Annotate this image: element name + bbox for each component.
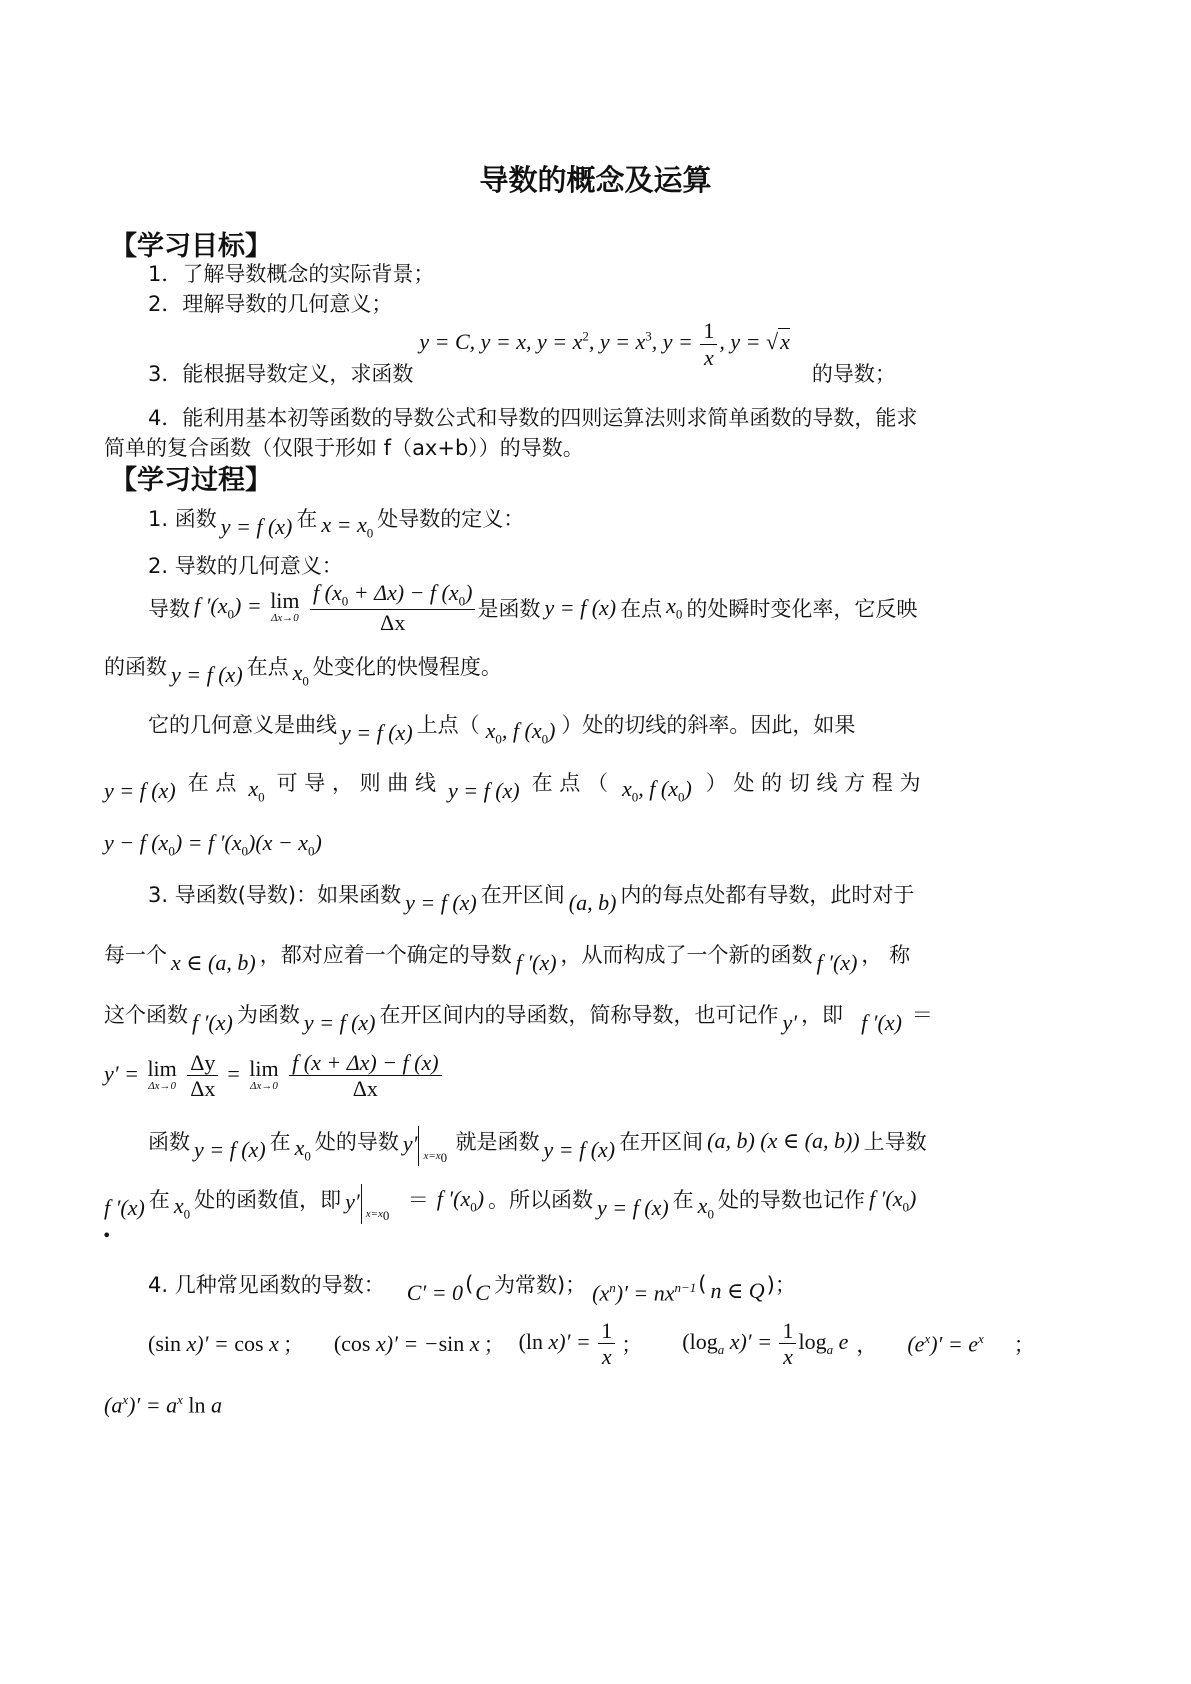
process-item-4: 4. 几种常见函数的导数： C′ = 0 ( C 为常数)； $(x^n)' = nx^{n-1}$ ( n ∈ Q )； xyxy=(148,1272,796,1306)
rate-of-change-line: 的函数 y = f (x) 在点 $x_0$ 处变化的快慢程度。 xyxy=(104,654,502,689)
derivative-at-point-line: 函数 y = f (x) 在 $x_0$ 处的导数 y′ $x=x_0$ 就是函数 y = f (x) 在开区间 (a, b) (x ∈ (a, b)) 上导数 xyxy=(148,1128,927,1165)
period-mark: • xyxy=(102,1226,112,1245)
process-item-2: 2. 导数的几何意义： xyxy=(148,554,343,578)
section-heading-process: 【学习过程】 xyxy=(110,465,272,496)
derivative-notation-line: 这个函数 f ′(x) 为函数 y = f (x) 在开区间内的导函数，简称导数，也可记作 y′ ，即 f ′(x) ＝ xyxy=(104,1003,933,1035)
formula-x-x0: $x = x_0$ xyxy=(321,512,374,541)
geometric-meaning-line: 它的几何意义是曲线 y = f (x) 上点（ $x_0$, f $(x_0)$ ）处的切线的斜率。因此，如果 xyxy=(148,712,856,747)
formula-derivative-limit: f $'(x_0)$ = lim Δx→0 $\frac{f (x_0 + \Delta x) - f (x_0)}{\Delta x}$ xyxy=(194,580,477,636)
page-title: 导数的概念及运算 xyxy=(479,163,712,197)
formula-exponential-derivative: $(a^x)' = a^x$ ln a xyxy=(104,1392,222,1418)
derived-function-line: 每一个 x ∈ (a, b) ，都对应着一个确定的导数 f ′(x) ，从而构成了一个新的函数 f ′(x) ， 称 xyxy=(104,943,911,975)
goal-item-3-prefix: 3．能根据导数定义，求函数 xyxy=(148,362,414,386)
formula-y-fx: y = f (x) xyxy=(220,513,293,539)
goal-item-3 xyxy=(148,318,896,388)
goal-item-1: 1．了解导数概念的实际背景； xyxy=(148,262,435,286)
goal-item-4-line1: 4．能利用基本初等函数的导数公式和导数的四则运算法则求简单函数的导数，能求 xyxy=(148,406,918,430)
tangent-line-condition: y = f (x) 在 点 $x_0$ 可 导 ， 则 曲 线 y = f (x) 在 点 （ $x_0$, f $(x_0)$ ） 处 的 切 线 方 程 为 xyxy=(104,770,921,805)
goal-item-4-line2: 简单的复合函数（仅限于形如 f（ax+b））的导数。 xyxy=(104,436,584,460)
formula-derivative-function: y′ = lim Δx→0 $\frac{\Delta y}{\Delta x}$ = lim Δx→0 $\frac{f (x + \Delta x) - f (x)}{\Delta x}$ xyxy=(104,1050,444,1102)
function-value-line: f ′(x) 在 $x_0$ 处的函数值，即 y′ $x=x_0$ ＝ f $'(x_0)$ 。所以函数 y = f (x) 在 $x_0$ 处的导数也记作 f $'(x_0)$ xyxy=(104,1174,916,1224)
process-item-3: 3. 导函数(导数)：如果函数 y = f (x) 在开区间 (a, b) 内的每点处都有导数，此时对于 xyxy=(148,883,915,915)
common-derivatives-line: (sin x)′ = cos x ； (cos x)′ = −sin x ； (ln x)′ = $\frac{1}{x}$ ； ($\log_a$ x)′ = $\frac{1}{x}$ $\log_a e$ ， $(e^x)' = e^x$ ； xyxy=(148,1318,1035,1370)
section-heading-goals: 【学习目标】 xyxy=(110,231,272,262)
derivative-definition-line: 导数 f $'(x_0)$ = lim Δx→0 $\frac{f (x_0 + \Delta x) - f (x_0)}{\Delta x}$ 是函数 y = f (x) 在点 $x_0$ 的处瞬时变化率，它反映 xyxy=(148,580,918,636)
formula-basic-functions: y = C, y = x, $y = x^2$, $y = x^3$, y = $\frac{1}{x}$ , y = √x xyxy=(419,318,790,370)
formula-tangent-equation: y − f $(x_0) = f$ $'(x_0)(x - x_0)$ xyxy=(104,830,322,859)
process-item-1: 1. 函数 y = f (x) 在 $x = x_0$ 处导数的定义： xyxy=(148,506,525,541)
goal-item-3-suffix: 的导数； xyxy=(811,362,896,386)
goal-item-2: 2．理解导数的几何意义； xyxy=(148,292,393,316)
